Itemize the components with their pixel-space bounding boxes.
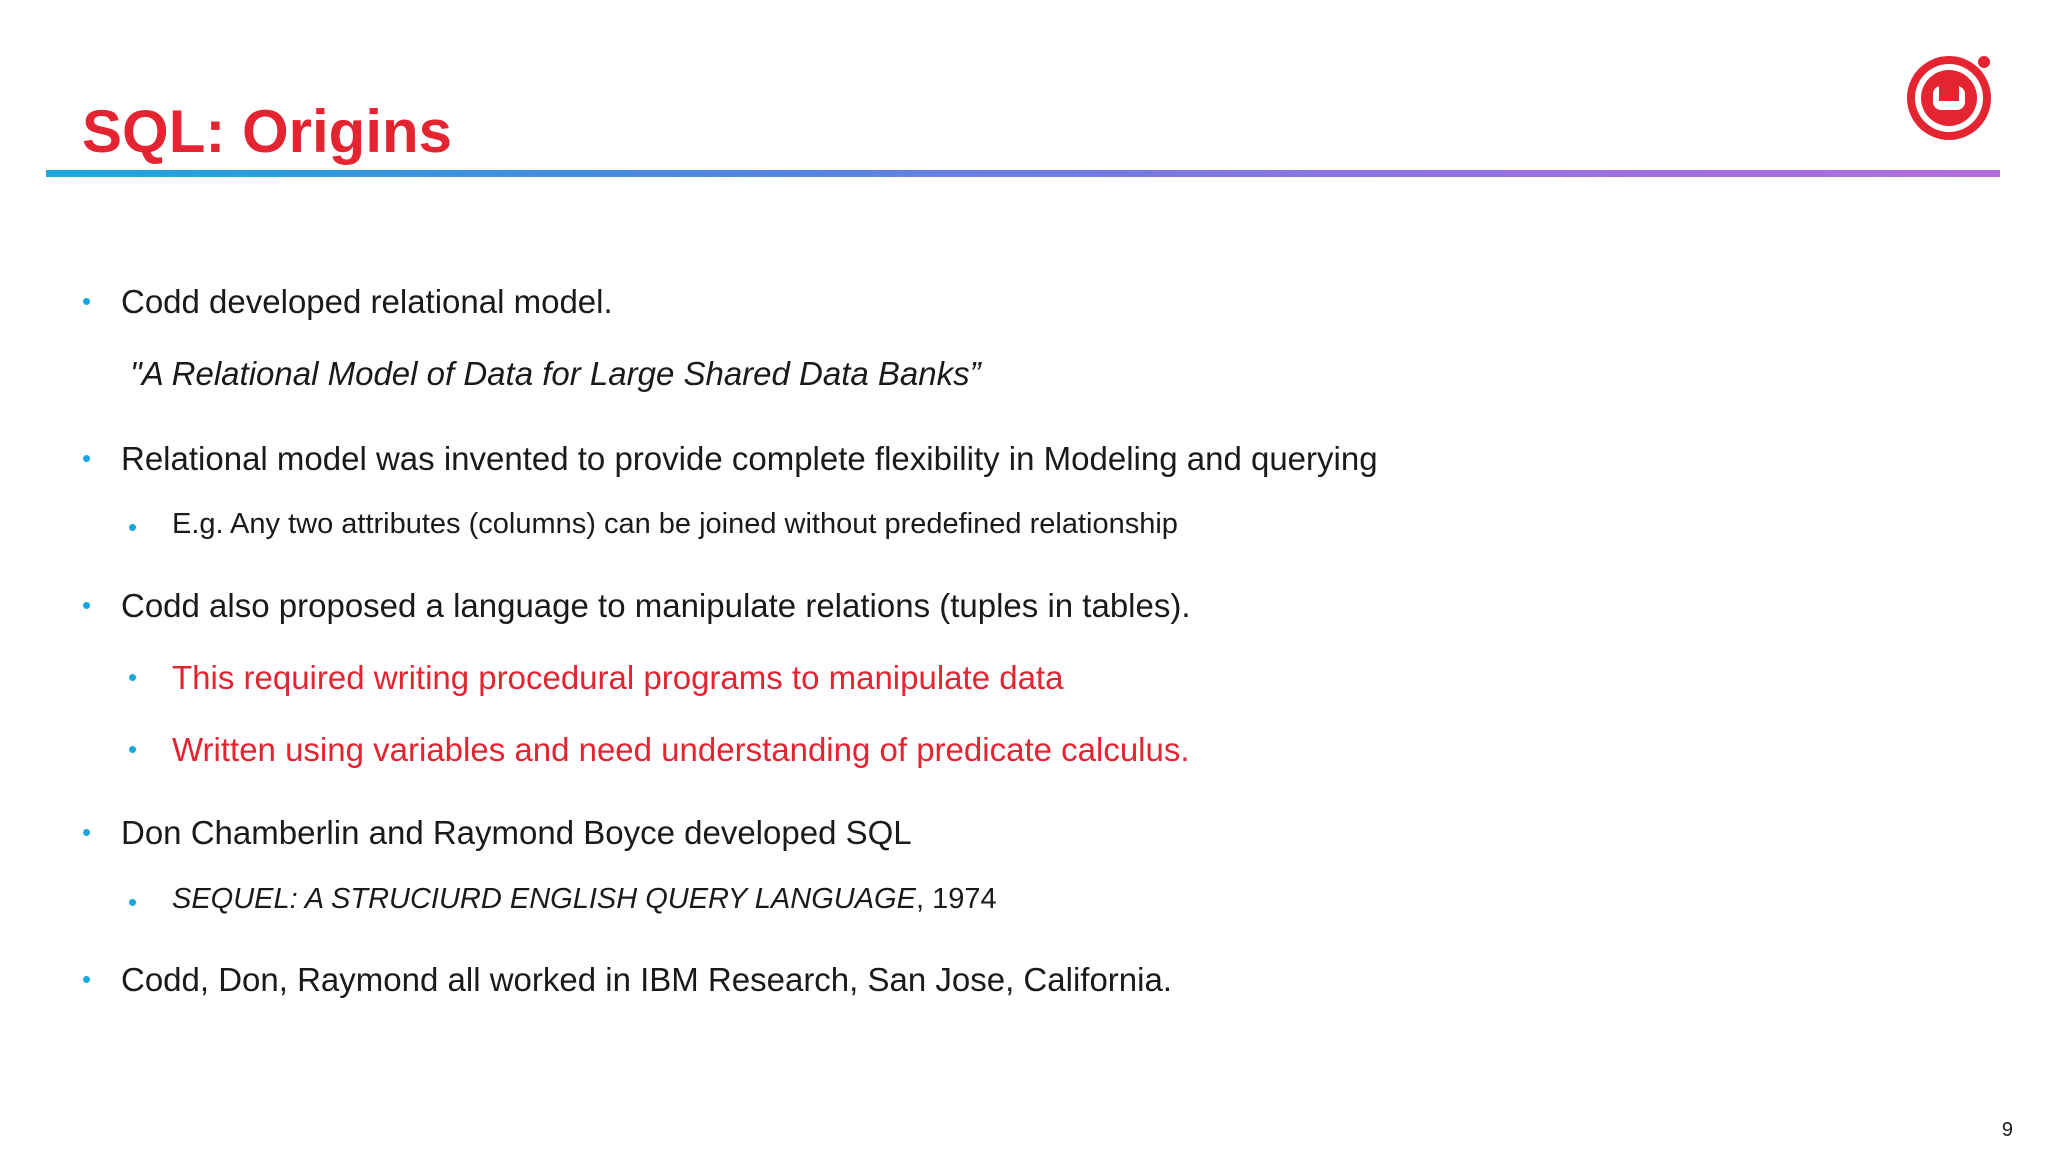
bullet-marker-2: • [82,443,92,473]
sub-bullet-marker-3: • [128,734,138,764]
bullet-item-3: Codd also proposed a language to manipulate relations (tuples in tables). [121,587,1191,624]
sub-bullet-marker-2: • [128,662,138,692]
page-number: 9 [2001,1119,2013,1141]
bullet-marker-5: • [82,964,92,994]
sub-bullet-marker-1: • [128,512,138,542]
sub-bullet-item-3: Written using variables and need understanding of predicate calculus. [172,731,1190,768]
bullet-item-1: Codd developed relational model. [121,283,613,320]
sub-bullet-marker-4: • [128,887,138,917]
bullet-item-2: Relational model was invented to provide complete flexibility in Modeling and querying [121,440,1378,477]
sub-bullet-item-1: E.g. Any two attributes (columns) can be joined without predefined relationship [172,508,1178,540]
sequel-paper-title: SEQUEL: A STRUCIURD ENGLISH QUERY LANGUAGE [172,883,916,915]
sequel-paper-year: , 1974 [915,883,997,915]
bullet-marker-3: • [82,590,92,620]
bullet-marker-1: • [82,286,92,316]
paper-citation: "A Relational Model of Data for Large Shared Data Banks” [130,355,981,392]
sub-bullet-item-2: This required writing procedural programs to manipulate data [172,659,1064,696]
sub-bullet-item-4 [172,883,997,916]
bullet-marker-4: • [82,817,92,847]
bullet-item-4: Don Chamberlin and Raymond Boyce developed SQL [121,814,912,851]
slide-title: SQL: Origins [82,98,453,165]
bullet-item-5: Codd, Don, Raymond all worked in IBM Research, San Jose, California. [121,961,1172,998]
